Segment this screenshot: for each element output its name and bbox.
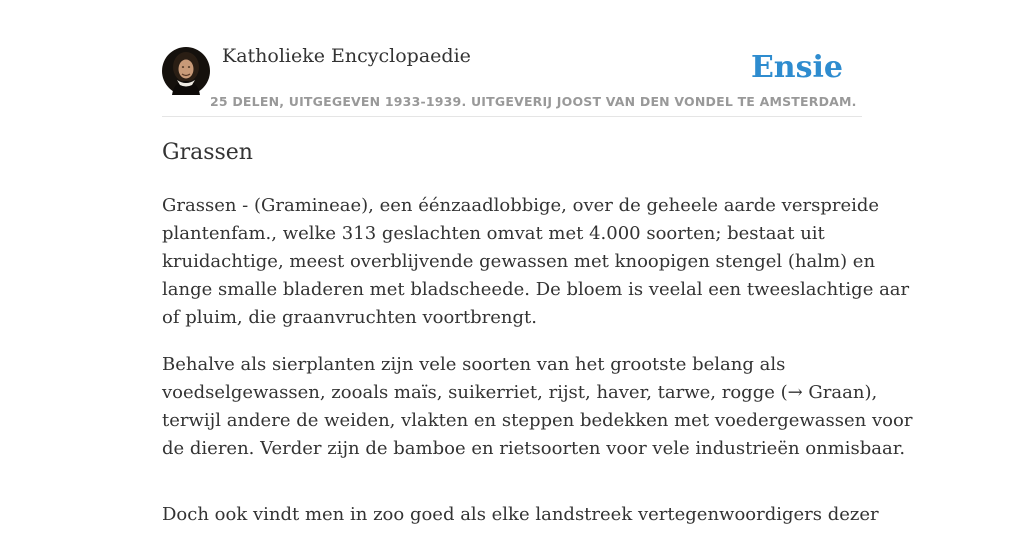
paragraph-line: voedselgewassen, zooals maïs, suikerriet, rijst, haver, tarwe, rogge (→ Graan), (162, 382, 878, 403)
page-container (162, 0, 913, 525)
site-header (162, 0, 862, 117)
site-title[interactable]: Katholieke Encyclopaedie (222, 45, 471, 67)
paragraph-line: plantenfam., welke 313 geslachten omvat met 4.000 soorten; bestaat uit (162, 223, 825, 244)
paragraph (162, 501, 879, 529)
page-title: Grassen (162, 140, 253, 165)
paragraph-line: de dieren. Verder zijn de bamboe en rietsoorten voor vele industrieën onmisbaar. (162, 438, 906, 459)
paragraph-line: Behalve als sierplanten zijn vele soorten van het grootste belang als (162, 354, 786, 375)
article-body (162, 192, 913, 548)
portrait-avatar-icon[interactable] (162, 47, 210, 95)
site-subtitle: 25 DELEN, UITGEGEVEN 1933-1939. UITGEVERIJ JOOST VAN DEN VONDEL TE AMSTERDAM. (210, 94, 857, 109)
brand-logo[interactable]: Ensie (750, 50, 843, 85)
paragraph (162, 192, 910, 332)
paragraph-line: lange smalle bladeren met bladscheede. De bloem is veelal een tweeslachtige aar (162, 279, 910, 300)
paragraph-line: terwijl andere de weiden, vlakten en steppen bedekken met voedergewassen voor (162, 410, 913, 431)
paragraph-line: Grassen - (Gramineae), een éénzaadlobbige, over de geheele aarde verspreide (162, 195, 880, 216)
paragraph-line: of pluim, die graanvruchten voortbrengt. (162, 307, 537, 328)
paragraph (162, 351, 913, 463)
paragraph-line: Doch ook vindt men in zoo goed als elke landstreek vertegenwoordigers dezer (162, 504, 879, 525)
paragraph-line: kruidachtige, meest overblijvende gewassen met knoopigen stengel (halm) en (162, 251, 876, 272)
